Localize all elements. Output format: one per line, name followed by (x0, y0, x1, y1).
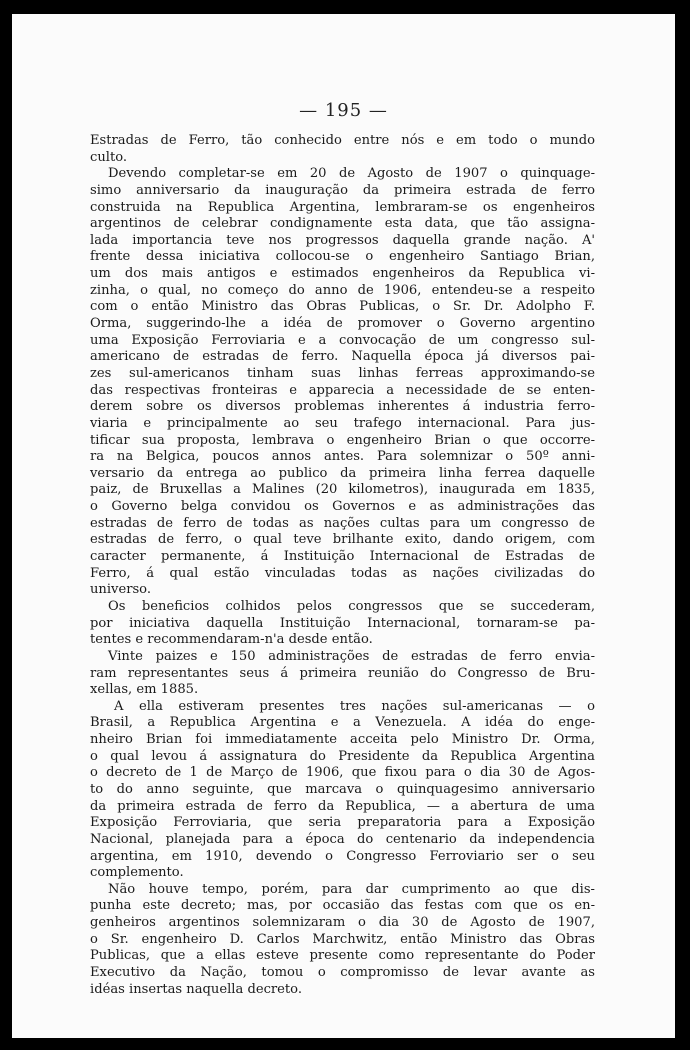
text-line: o Governo belga convidou os Governos e as administrações das (90, 499, 595, 515)
text-line: nheiro Brian foi immediatamente acceita pelo Ministro Dr. Orma, (90, 732, 595, 748)
text-line: por iniciativa daquella Instituição Internacional, tornaram-se pa- (90, 615, 595, 631)
text-line: uma Exposição Ferroviaria e a convocação de um congresso sul- (90, 332, 595, 348)
text-line: Exposição Ferroviaria, que seria preparatoria para a Exposição (90, 815, 595, 831)
text-line: um dos mais antigos e estimados engenheiros da Republica vi- (90, 266, 595, 282)
text-line: xellas, em 1885. (90, 682, 199, 698)
text-line: Orma, suggerindo-lhe a idéa de promover o Governo argentino (90, 316, 595, 332)
text-line: tificar sua proposta, lembrava o engenheiro Brian o que occorre- (90, 432, 595, 448)
text-line: o decreto de 1 de Março de 1906, que fixou para o dia 30 de Agos- (90, 765, 595, 781)
text-line: ra na Belgica, poucos annos antes. Para solemnizar o 50º anni- (90, 449, 595, 465)
text-line: o qual levou á assignatura do Presidente da Republica Argentina (90, 748, 595, 764)
text-line: das respectivas fronteiras e apparecia a necessidade de se enten- (90, 382, 595, 398)
text-line: Executivo da Nação, tomou o compromisso de levar avante as (90, 965, 595, 981)
text-line: zes sul-americanos tinham suas linhas ferreas approximando-se (90, 365, 595, 381)
text-line: Os beneficios colhidos pelos congressos que se succederam, (108, 598, 595, 614)
text-line: lada importancia teve nos progressos daquella grande nação. A' (90, 232, 595, 248)
text-line: caracter permanente, á Instituição Internacional de Estradas de (90, 549, 595, 565)
text-line: o Sr. engenheiro D. Carlos Marchwitz, então Ministro das Obras (90, 931, 595, 947)
text-line: Devendo completar-se em 20 de Agosto de 1907 o quinquage- (108, 166, 595, 182)
text-line: zinha, o qual, no começo do anno de 1906, entendeu-se a respeito (90, 282, 595, 298)
text-line: simo anniversario da inauguração da primeira estrada de ferro (90, 182, 595, 198)
text-line: Nacional, planejada para a época do centenario da independencia (90, 831, 595, 847)
text-line: complemento. (90, 865, 184, 881)
text-line: derem sobre os diversos problemas inherentes á industria ferro- (90, 399, 595, 415)
text-line: A ella estiveram presentes tres nações sul-americanas — o (114, 698, 595, 714)
text-line: com o então Ministro das Obras Publicas, o Sr. Dr. Adolpho F. (90, 299, 595, 315)
text-line: viaria e principalmente ao seu trafego internacional. Para jus- (90, 415, 595, 431)
text-line: to do anno seguinte, que marcava o quinquagesimo anniversario (90, 781, 595, 797)
text-line: genheiros argentinos solemnizaram o dia 30 de Agosto de 1907, (90, 915, 595, 931)
page-number-header: — 195 — (299, 100, 388, 121)
text-line: versario da entrega ao publico da primeira linha ferrea daquelle (90, 465, 595, 481)
text-line: punha este decreto; mas, por occasião das festas com que os en- (90, 898, 595, 914)
body-text (90, 133, 595, 998)
text-line: culto. (90, 149, 128, 165)
text-line: argentina, em 1910, devendo o Congresso Ferroviario ser o seu (90, 848, 595, 864)
text-line: Ferro, á qual estão vinculadas todas as nações civilizadas do (90, 565, 595, 581)
text-line: idéas insertas naquella decreto. (90, 981, 302, 997)
text-line: paiz, de Bruxellas a Malines (20 kilometros), inaugurada em 1835, (90, 482, 595, 498)
text-line: americano de estradas de ferro. Naquella época já diversos pai- (90, 349, 595, 365)
text-line: estradas de ferro de todas as nações cultas para um congresso de (90, 515, 595, 531)
text-line: universo. (90, 582, 151, 598)
text-line: frente dessa iniciativa collocou-se o engenheiro Santiago Brian, (90, 249, 595, 265)
text-line: argentinos de celebrar condignamente esta data, que tão assigna- (90, 216, 595, 232)
text-line: Estradas de Ferro, tão conhecido entre nós e em todo o mundo (90, 133, 595, 148)
text-line: construida na Republica Argentina, lembraram-se os engenheiros (90, 199, 595, 215)
text-line: da primeira estrada de ferro da Republica, — a abertura de uma (90, 798, 595, 814)
text-line: estradas de ferro, o qual teve brilhante exito, dando origem, com (90, 532, 595, 548)
text-line: Não houve tempo, porém, para dar cumprimento ao que dis- (108, 881, 595, 897)
text-line: Publicas, que a ellas esteve presente como representante do Poder (90, 948, 595, 964)
text-line: ram representantes seus á primeira reunião do Congresso de Bru- (90, 665, 595, 681)
text-line: Brasil, a Republica Argentina e a Venezuela. A idéa do enge- (90, 715, 595, 731)
text-line: tentes e recommendaram-n'a desde então. (90, 632, 373, 648)
text-line: Vinte paizes e 150 administrações de estradas de ferro envia- (108, 648, 595, 664)
book-page (12, 14, 675, 1038)
